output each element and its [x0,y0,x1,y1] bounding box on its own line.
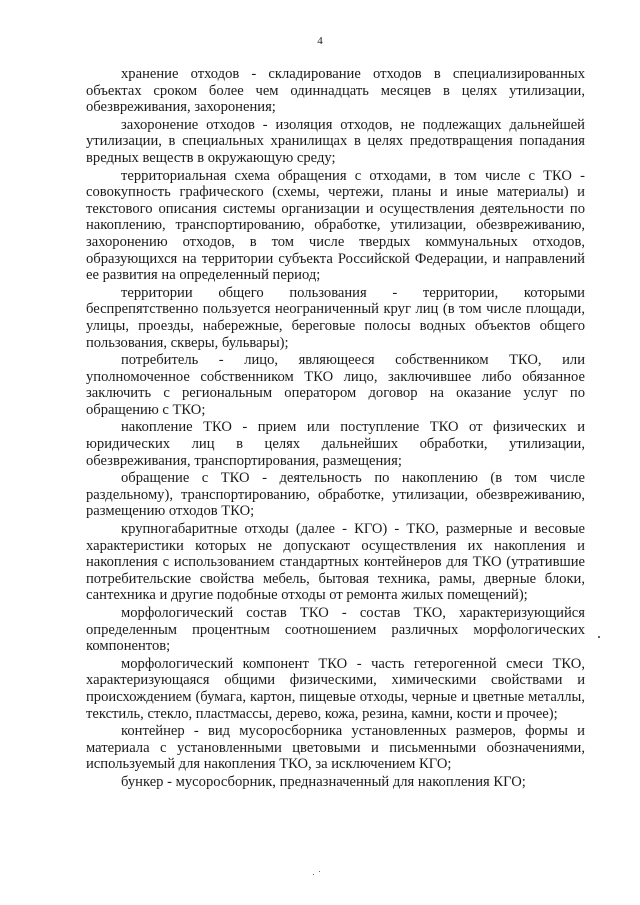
definition-paragraph: потребитель - лицо, являющееся собственником ТКО, или уполномоченное собственником ТКО лицо, заключившее либо обязанное заключить с региональным оператором договор на оказание услуг по обращению с ТКО; [86,352,585,418]
document-body [86,66,585,792]
definition-paragraph: контейнер - вид мусоросборника установленных размеров, формы и материала с установленными цветовыми и письменными обозначениями, используемый для накопления ТКО, за исключением КГО; [86,723,585,773]
definition-paragraph: морфологический состав ТКО - состав ТКО, характеризующийся определенным процентным соотношением различных морфологических компонентов; [86,605,585,655]
definition-paragraph: территориальная схема обращения с отходами, в том числе с ТКО - совокупность графического (схемы, чертежи, планы и иные материалы) и текстового описания системы организации и осуществления деятельности по накоплению, транспортированию, обработке, утилизации, обезвреживанию, захоронению отходов, в том числе твердых коммунальных отходов, образующихся на территории субъекта Российской Федерации, и направлений ее развития на определенный период; [86,167,585,284]
definition-paragraph: территории общего пользования - территории, которыми беспрепятственно пользуется неограниченный круг лиц (в том числе площади, улицы, проезды, набережные, береговые полосы водных объектов общего пользования, скверы, бульвары); [86,284,585,351]
scan-speck [313,874,314,875]
scan-speck [319,871,320,872]
definition-paragraph: бункер - мусоросборник, предназначенный для накопления КГО; [121,773,526,790]
definition-paragraph: хранение отходов - складирование отходов в специализированных объектах сроком более чем одиннадцать месяцев в целях утилизации, обезвреживания, захоронения; [86,66,585,116]
page-number: 4 [317,35,323,47]
definition-paragraph: накопление ТКО - прием или поступление ТКО от физических и юридических лиц в целях дальнейших обработки, утилизации, обезвреживания, транспортирования, размещения; [86,419,585,469]
definition-paragraph: крупногабаритные отходы (далее - КГО) - ТКО, размерные и весовые характеристики которых не допускают осуществления их накопления и накопления с использованием стандартных контейнеров для ТКО (утратившие потребительские свойства мебель, бытовая техника, рамы, дверные блоки, сантехника и другие подобные отходы от ремонта жилых помещений); [86,521,585,604]
scan-speck [598,636,600,638]
definition-paragraph: морфологический компонент ТКО - часть гетерогенной смеси ТКО, характеризующаяся общими физическими, химическими свойствами и происхождением (бумага, картон, пищевые отходы, черные и цветные металлы, текстиль, стекло, пластмассы, дерево, кожа, резина, камни, кости и прочее); [86,655,585,722]
definition-paragraph: обращение с ТКО - деятельность по накоплению (в том числе раздельному), транспортированию, обработке, утилизации, обезвреживанию, размещению отходов ТКО; [86,470,585,520]
definition-paragraph: захоронение отходов - изоляция отходов, не подлежащих дальнейшей утилизации, в специальных хранилищах в целях предотвращения попадания вредных веществ в окружающую среду; [86,116,585,166]
